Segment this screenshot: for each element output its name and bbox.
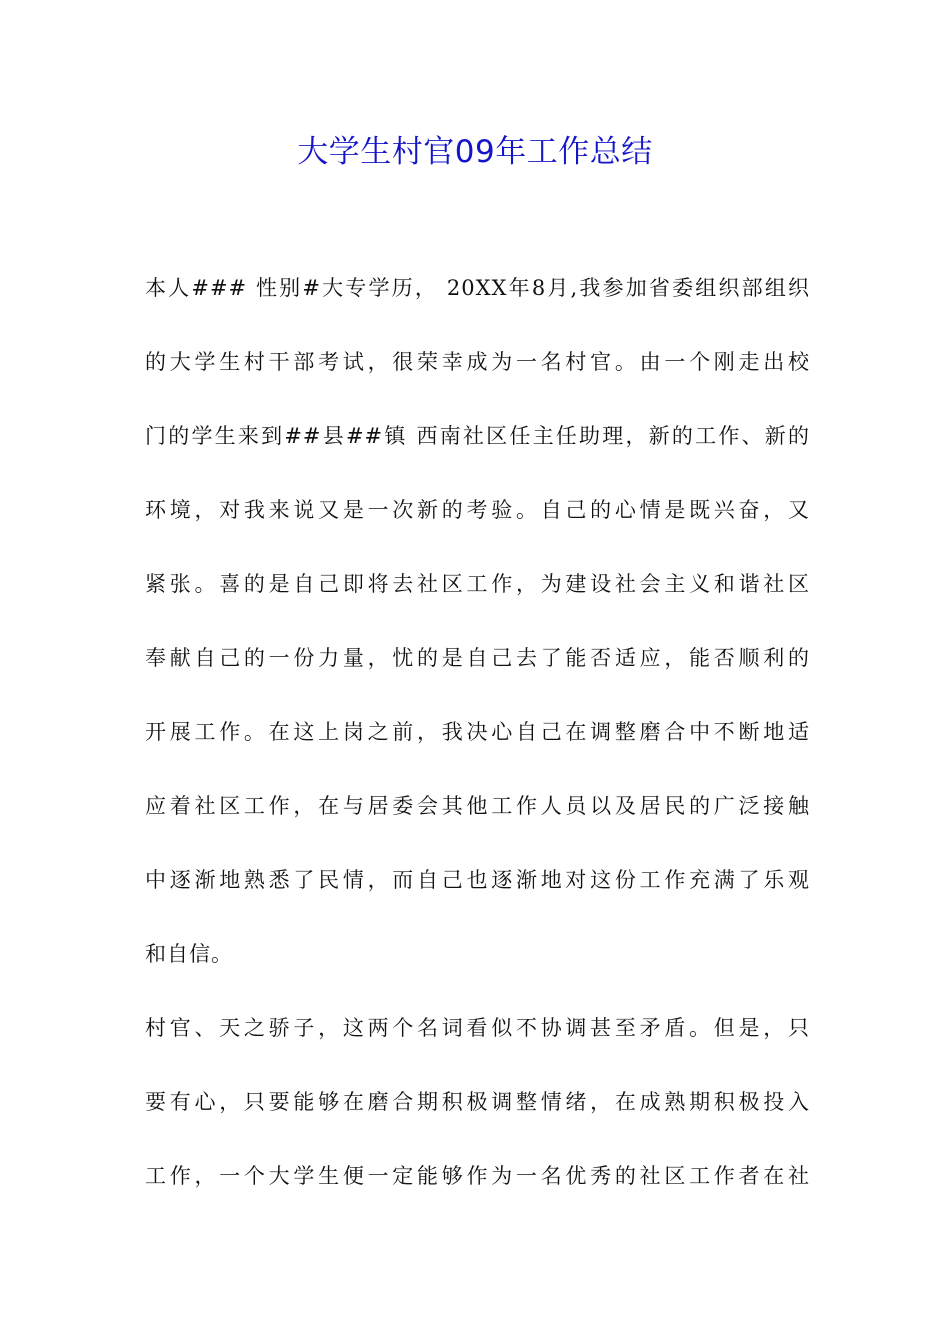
text-line: 应着社区工作，在与居委会其他工作人员以及居民的广泛接触: [145, 794, 810, 818]
text-line: 开展工作。在这上岗之前，我决心自己在调整磨合中不断地适: [145, 720, 810, 744]
text-line: 本人### 性别#大专学历， 20XX年8月,我参加省委组织部组织: [145, 276, 810, 300]
paragraph-1: [145, 264, 810, 978]
paragraph-2: [145, 1004, 810, 1200]
text-line: 环境，对我来说又是一次新的考验。自己的心情是既兴奋，又: [145, 498, 810, 522]
text-line: 奉献自己的一份力量，忧的是自己去了能否适应，能否顺利的: [145, 646, 810, 670]
document-body: [145, 264, 810, 1226]
document-title: 大学生村官09年工作总结: [297, 134, 653, 170]
text-line: 村官、天之骄子，这两个名词看似不协调甚至矛盾。但是，只: [145, 1016, 810, 1040]
text-line: 门的学生来到##县##镇 西南社区任主任助理，新的工作、新的: [145, 424, 810, 448]
text-line: 要有心，只要能够在磨合期积极调整情绪，在成熟期积极投入: [145, 1090, 810, 1114]
text-line: 紧张。喜的是自己即将去社区工作，为建设社会主义和谐社区: [145, 572, 810, 596]
text-line: 和自信。: [145, 942, 233, 966]
text-line: 中逐渐地熟悉了民情，而自己也逐渐地对这份工作充满了乐观: [145, 868, 810, 892]
text-line: 的大学生村干部考试，很荣幸成为一名村官。由一个刚走出校: [145, 350, 810, 374]
text-line: 工作，一个大学生便一定能够作为一名优秀的社区工作者在社: [145, 1164, 810, 1188]
